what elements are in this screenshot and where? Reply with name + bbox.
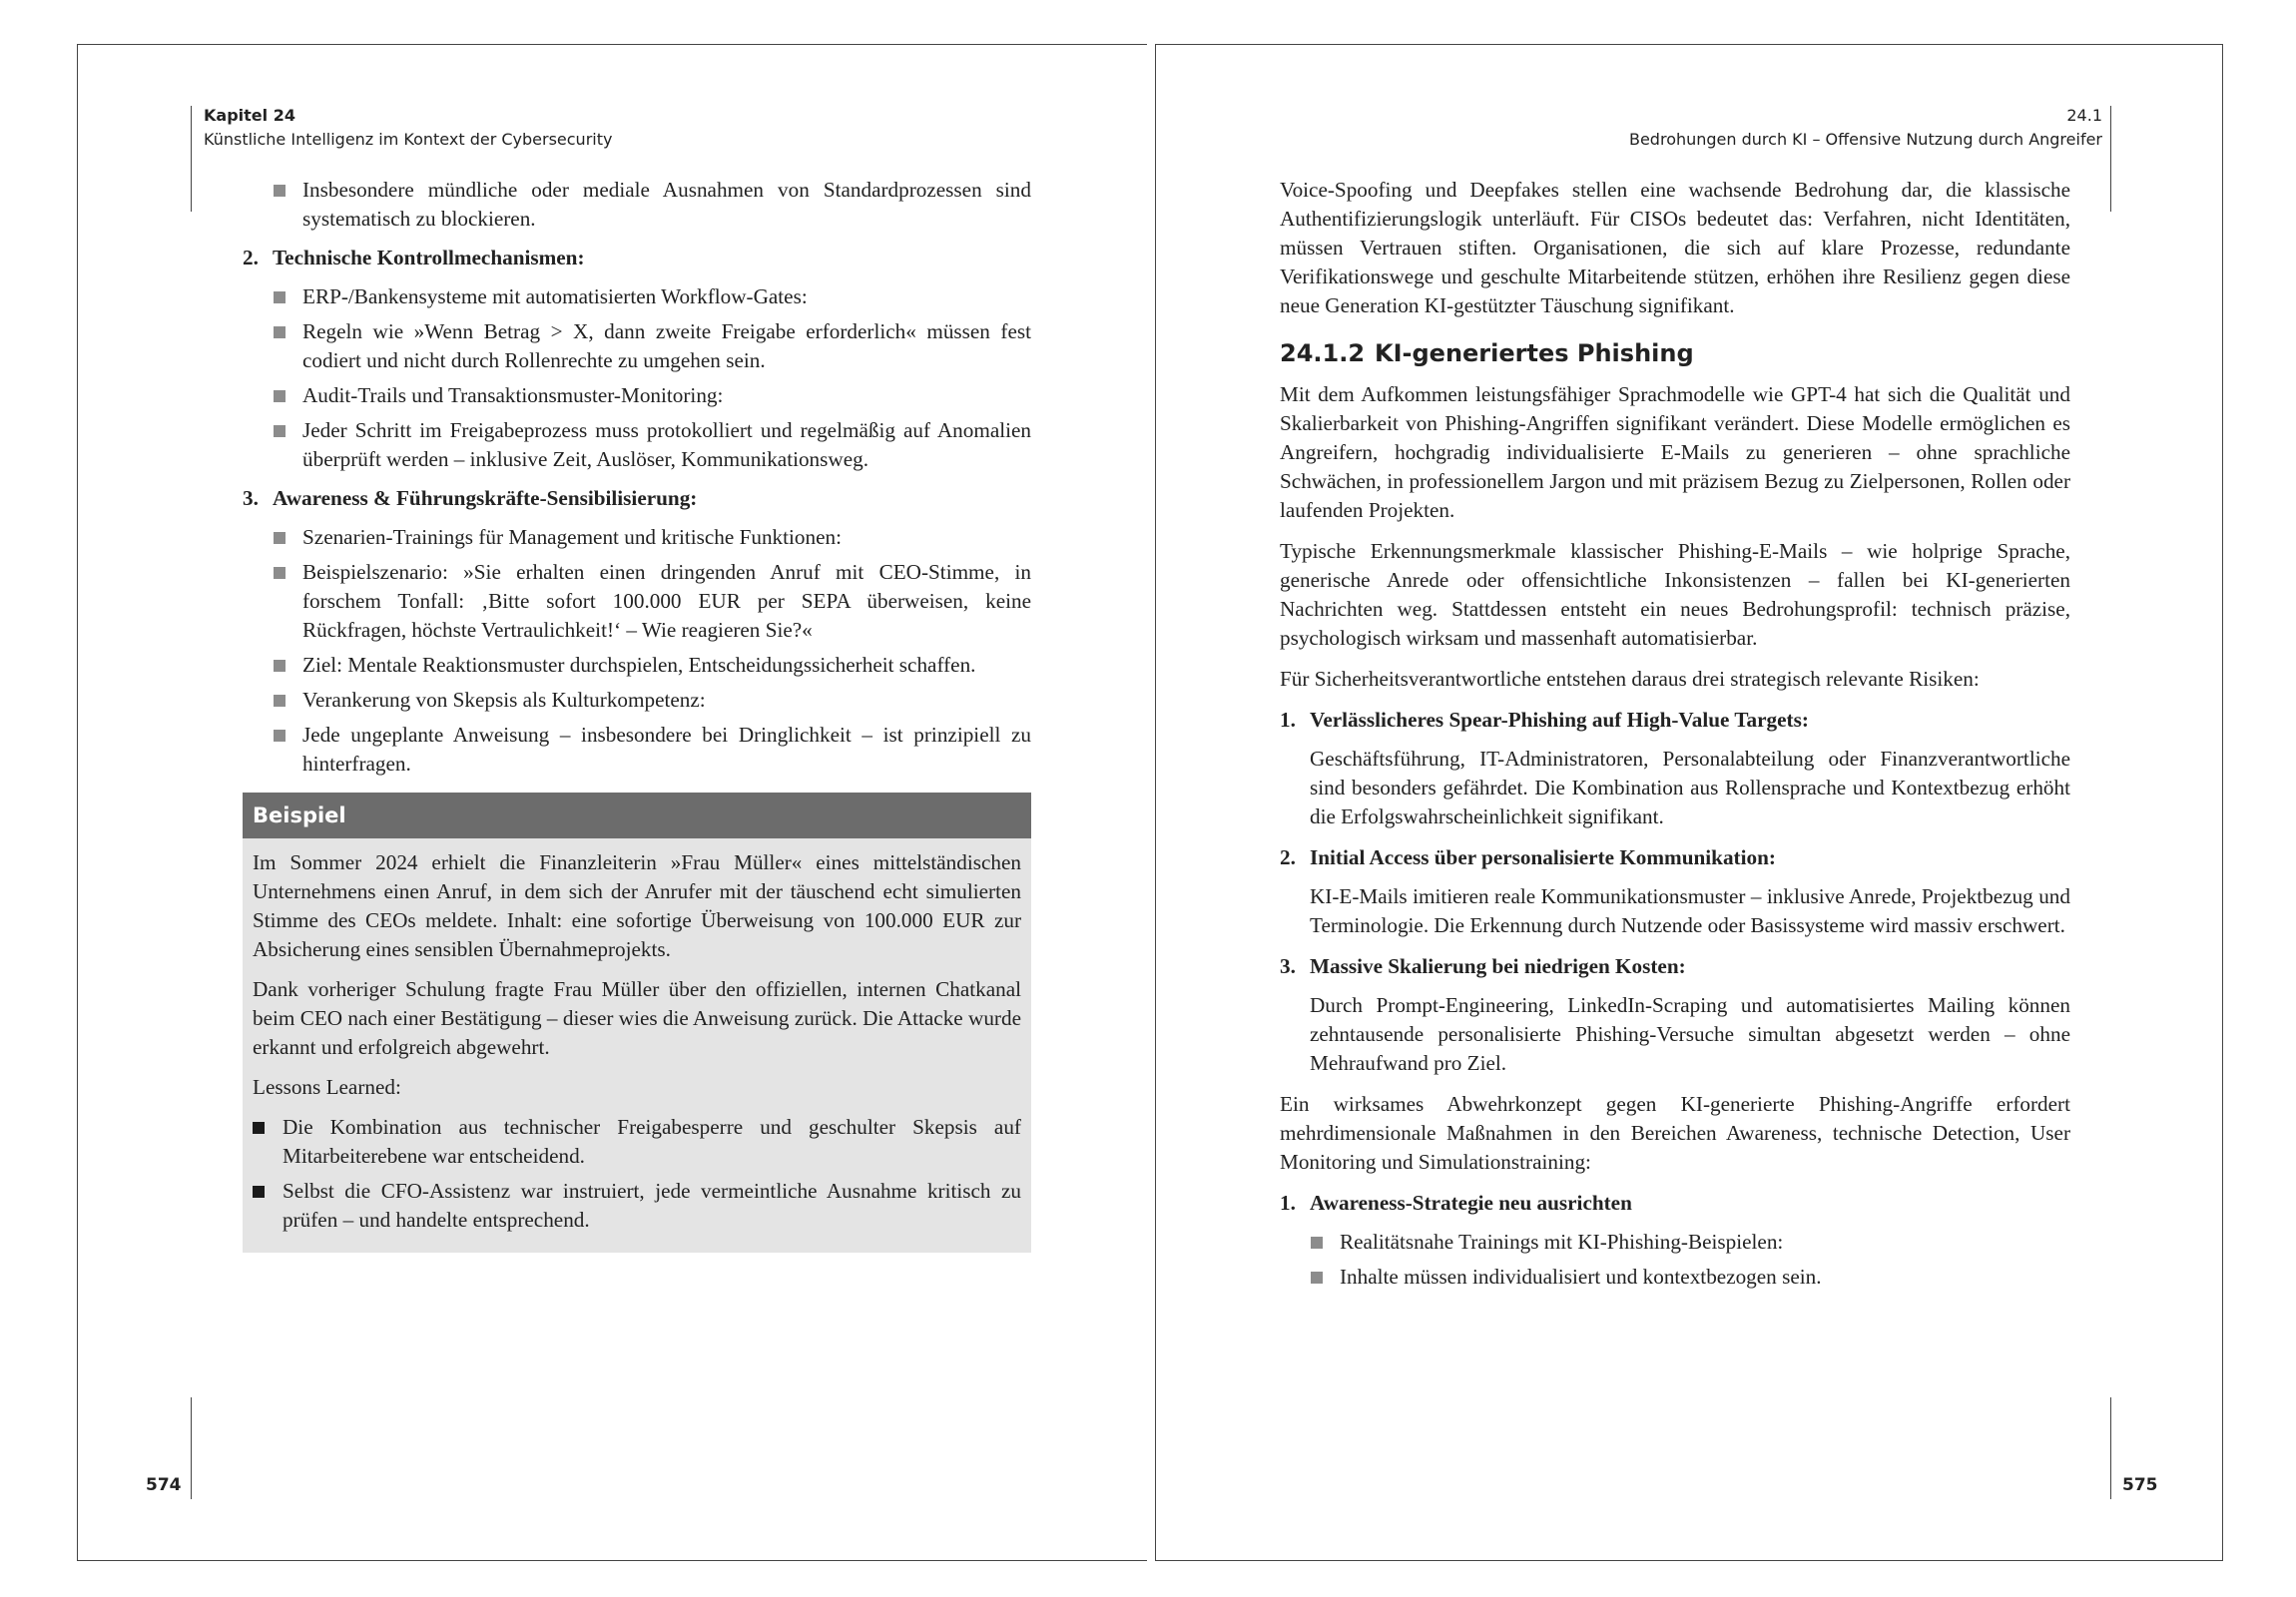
list-item: Szenarien-Trainings für Management und kritische Funktionen: [273,523,1031,552]
intro-paragraph: Voice-Spoofing und Deepfakes stellen eine wachsende Bedrohung dar, die klassische Authentifizierungslogik unterläuft. Für CISOs bedeutet das: Verfahren, nicht Identitäten, müssen Vertrauen stiften. Organisationen, die sich auf klare Prozesse, redundante Verifikationswege und geschulte Mitarbeitende stützen, erhöhen ihre Resilienz gegen diese neue Generation KI-gestützter Täuschung signifikant. [1280,178,2070,317]
list-item: Jeder Schritt im Freigabeprozess muss protokolliert und regelmäßig auf Anomalien überprüft werden – inklusive Zeit, Auslöser, Kommunikationsweg. [273,416,1031,474]
body-paragraph: Mit dem Aufkommen leistungsfähiger Sprachmodelle wie GPT-4 hat sich die Qualität und Skalierbarkeit von Phishing-Angriffen signifikant verändert. Diese Modelle ermöglichen es Angreifern, hochgradig individualisierte E-Mails zu generieren – ohne sprachliche Schwächen, in professionellem Jargon und mit präzisem Bezug zu Zielpersonen, Rollen oder laufenden Projekten. [1280,382,2070,522]
list-item: Die Kombination aus technischer Freigabesperre und geschulter Skepsis auf Mitarbeiterebene war entscheidend. [253,1113,1021,1171]
strategy-heading: 1. Awareness-Strategie neu ausrichten [1280,1191,1632,1215]
section-3-heading: 3. Awareness & Führungskräfte-Sensibilisierung: [243,486,698,510]
left-header-rule [191,106,192,212]
list-item: Jede ungeplante Anweisung – insbesondere bei Dringlichkeit – ist prinzipiell zu hinterfragen. [273,721,1031,779]
lessons-learned-label: Lessons Learned: [253,1075,401,1099]
example-paragraph: Im Sommer 2024 erhielt die Finanzleiterin »Frau Müller« eines mittelständischen Unternehmens einen Anruf, in dem sich der Anrufer mit der täuschend echt simulierten Stimme des CEOs meldete. Inhalt: eine sofortige Überweisung von 100.000 EUR zur Absicherung eines sensiblen Übernahmeprojekts. [253,850,1021,961]
subsection-heading: 24.1.2 KI-generiertes Phishing [1280,339,1694,367]
body-paragraph: Für Sicherheitsverantwortliche entstehen daraus drei strategisch relevante Risiken: [1280,667,1980,691]
left-column [243,176,1031,1253]
chapter-label: Kapitel 24 [204,106,295,125]
section-title: Bedrohungen durch KI – Offensive Nutzung durch Angreifer [1628,130,2102,149]
example-body [243,838,1031,1235]
lessons-learned-list [253,1113,1021,1235]
strategy-bullet-list [1310,1228,2070,1292]
section-2-bullet-list [273,282,1031,474]
list-item: Audit-Trails und Transaktionsmuster-Monitoring: [273,381,1031,410]
list-item: Beispielszenario: »Sie erhalten einen dringenden Anruf mit CEO-Stimme, in forschem Tonfall: ‚Bitte sofort 100.000 EUR per SEPA überweisen, keine Rückfragen, höchste Vertraulichkeit!‘ – Wie reagieren Sie?« [273,558,1031,645]
risk-2-heading: 2. Initial Access über personalisierte Kommunikation: [1280,845,1776,869]
section-3-bullet-list [273,523,1031,779]
section-2-heading: 2. Technische Kontrollmechanismen: [243,246,585,269]
intro-bullet-list [273,176,1031,234]
left-running-header [204,104,612,152]
list-item: Realitätsnahe Trainings mit KI-Phishing-Beispielen: [1310,1228,2070,1257]
list-item: Ziel: Mentale Reaktionsmuster durchspielen, Entscheidungssicherheit schaffen. [273,651,1031,680]
example-paragraph: Dank vorheriger Schulung fragte Frau Müller über den offiziellen, internen Chatkanal beim CEO nach einer Bestätigung – dieser wies die Anweisung zurück. Die Attacke wurde erkannt und erfolgreich abgewehrt. [253,977,1021,1059]
page-number-right: 575 [2122,1475,2158,1495]
example-heading: Beispiel [243,793,1031,838]
right-header-rule [2110,106,2111,212]
list-item: ERP-/Bankensysteme mit automatisierten Workflow-Gates: [273,282,1031,311]
body-paragraph: Ein wirksames Abwehrkonzept gegen KI-generierte Phishing-Angriffe erfordert mehrdimensionale Maßnahmen in den Bereichen Awareness, technische Detection, User Monitoring und Simulationstraining: [1280,1092,2070,1174]
book-spine-divider [1155,44,1156,1561]
right-column [1280,176,2070,1302]
list-item: Verankerung von Skepsis als Kulturkompetenz: [273,686,1031,715]
list-item: Inhalte müssen individualisiert und kontextbezogen sein. [1310,1263,2070,1292]
risk-3-text: Durch Prompt-Engineering, LinkedIn-Scraping und automatisiertes Mailing können zehntausende personalisierte Phishing-Versuche simultan abgesetzt werden – ohne Mehraufwand pro Ziel. [1310,993,2070,1075]
section-number: 24.1 [2066,106,2102,125]
list-item: Selbst die CFO-Assistenz war instruiert, jede vermeintliche Ausnahme kritisch zu prüfen – und handelte entsprechend. [253,1177,1021,1235]
right-running-header [1629,104,2102,152]
risk-2-text: KI-E-Mails imitieren reale Kommunikationsmuster – inklusive Anrede, Projektbezug und Terminologie. Die Erkennung durch Nutzende oder Basissysteme wird massiv erschwert. [1310,884,2070,937]
risk-1-heading: 1. Verlässlicheres Spear-Phishing auf High-Value Targets: [1280,708,1809,732]
risk-3-heading: 3. Massive Skalierung bei niedrigen Kosten: [1280,954,1686,978]
chapter-title: Künstliche Intelligenz im Kontext der Cybersecurity [204,130,613,149]
example-box [243,793,1031,1253]
list-item: Insbesondere mündliche oder mediale Ausnahmen von Standardprozessen sind systematisch zu blockieren. [273,176,1031,234]
left-footer-rule [191,1397,192,1499]
right-footer-rule [2110,1397,2111,1499]
list-item: Regeln wie »Wenn Betrag > X, dann zweite Freigabe erforderlich« müssen fest codiert und nicht durch Rollenrechte zu umgehen sein. [273,317,1031,375]
risk-1-text: Geschäftsführung, IT-Administratoren, Personalabteilung oder Finanzverantwortliche sind besonders gefährdet. Die Kombination aus Rollensprache und Kontextbezug erhöht die Erfolgswahrscheinlichkeit signifikant. [1310,747,2070,828]
body-paragraph: Typische Erkennungsmerkmale klassischer Phishing-E-Mails – wie holprige Sprache, generische Anrede oder offensichtliche Inkonsistenzen – fallen bei KI-generierten Nachrichten weg. Stattdessen entsteht ein neues Bedrohungsprofil: technisch präzise, psychologisch wirksam und massenhaft automatisierbar. [1280,539,2070,650]
page-number-left: 574 [146,1475,182,1495]
